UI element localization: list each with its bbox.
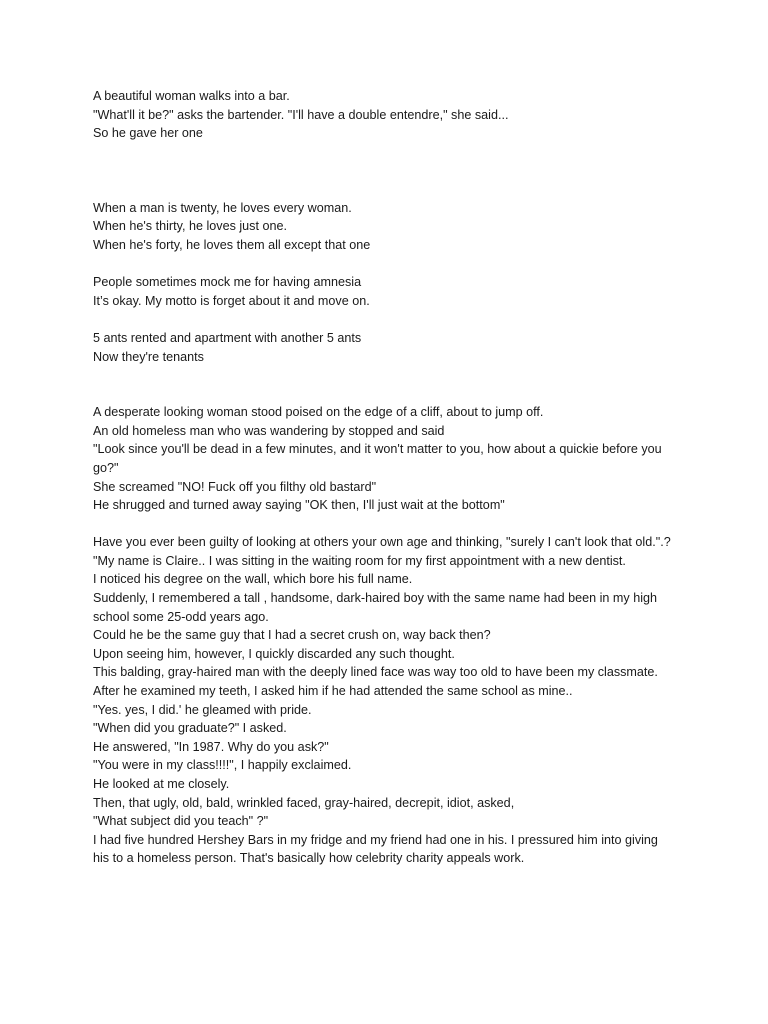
- joke-man-ages: [93, 199, 673, 255]
- spacer: [93, 366, 673, 403]
- text-line: When he's forty, he loves them all except that one: [93, 237, 371, 252]
- text-line: A beautiful woman walks into a bar.: [93, 89, 290, 103]
- text-line: It’s okay. My motto is forget about it and move on.: [93, 293, 370, 308]
- text-line: "What'll it be?" asks the bartender. "I'll have a double entendre," she said...: [93, 107, 509, 122]
- text-line: 5 ants rented and apartment with another 5 ants: [93, 330, 362, 345]
- spacer: [93, 515, 673, 534]
- text-line: "What subject did you teach" ?": [93, 814, 269, 829]
- text-line: A desperate looking woman stood poised on the edge of a cliff, about to jump off.: [93, 405, 544, 420]
- text-line: He answered, "In 1987. Why do you ask?": [93, 739, 329, 754]
- spacer: [93, 310, 673, 329]
- text-line: An old homeless man who was wandering by stopped and said: [93, 423, 445, 438]
- text-line: Suddenly, I remembered a tall , handsome, dark-haired boy with the same name had been in my high school some 25-odd years ago.: [93, 591, 658, 624]
- text-line: He looked at me closely.: [93, 777, 230, 791]
- text-line: Have you ever been guilty of looking at others your own age and thinking, "surely I can't look that old.".?: [93, 535, 671, 550]
- spacer: [93, 143, 673, 199]
- text-line: People sometimes mock me for having amnesia: [93, 275, 362, 290]
- joke-double-entendre: [93, 87, 673, 143]
- text-line: When a man is twenty, he loves every woman.: [93, 200, 352, 215]
- text-line: When he's thirty, he loves just one.: [93, 219, 287, 234]
- text-line: "My name is Claire.. I was sitting in the waiting room for my first appointment with a new dentist.: [93, 553, 626, 568]
- spacer: [93, 255, 673, 274]
- text-line: Then, that ugly, old, bald, wrinkled faced, gray-haired, decrepit, idiot, asked,: [93, 795, 515, 810]
- text-line: She screamed "NO! Fuck off you filthy old bastard": [93, 479, 377, 494]
- text-line: So he gave her one: [93, 126, 203, 141]
- joke-amnesia: [93, 273, 673, 310]
- text-line: Could he be the same guy that I had a secret crush on, way back then?: [93, 628, 491, 643]
- text-line: This balding, gray-haired man with the deeply lined face was way too old to have been my classmate.: [93, 665, 658, 680]
- text-line: After he examined my teeth, I asked him if he had attended the same school as mine..: [93, 684, 573, 699]
- text-line: "Look since you'll be dead in a few minutes, and it won't matter to you, how about a quickie before you go?": [93, 442, 662, 475]
- text-line: I noticed his degree on the wall, which bore his full name.: [93, 572, 413, 587]
- text-line: He shrugged and turned away saying "OK then, I'll just wait at the bottom": [93, 498, 505, 513]
- text-line: Now they're tenants: [93, 349, 204, 364]
- text-line: "Yes. yes, I did.' he gleamed with pride.: [93, 702, 312, 717]
- text-line: I had five hundred Hershey Bars in my fridge and my friend had one in his. I pressured him into giving his to a homeless person. That's basically how celebrity charity appeals work.: [93, 832, 658, 866]
- story-dentist: [93, 533, 673, 868]
- joke-tenants: [93, 329, 673, 366]
- text-line: "When did you graduate?" I asked.: [93, 721, 287, 736]
- text-line: "You were in my class!!!!", I happily exclaimed.: [93, 758, 352, 773]
- document-body: [93, 87, 673, 868]
- joke-cliff: [93, 403, 673, 515]
- text-line: Upon seeing him, however, I quickly discarded any such thought.: [93, 646, 455, 661]
